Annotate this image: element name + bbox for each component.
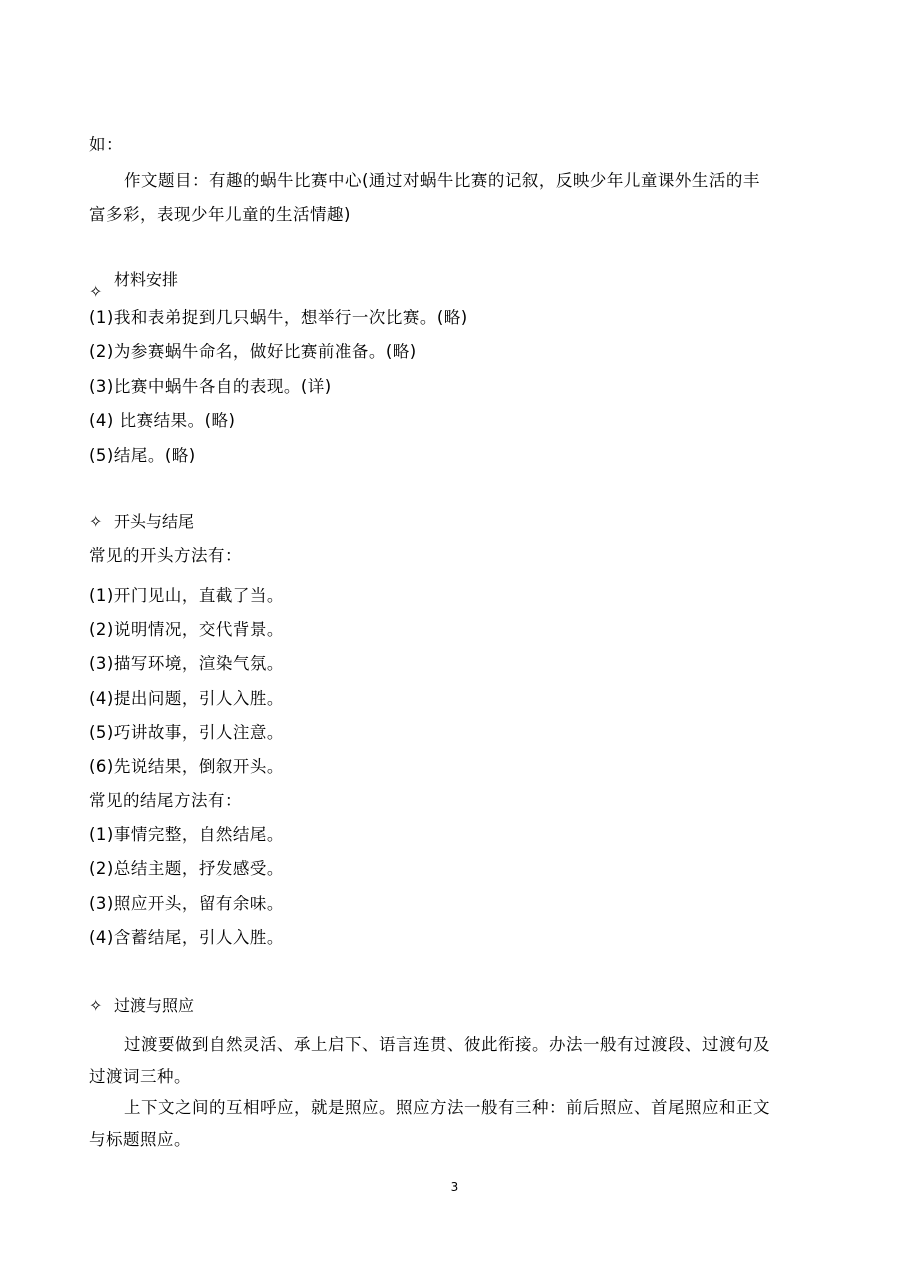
list-item: (2)为参赛蜗牛命名，做好比赛前准备。(略) (89, 342, 417, 361)
openings-heading (89, 512, 194, 532)
list-item: (1)我和表弟捉到几只蜗牛，想举行一次比赛。(略) (89, 308, 468, 327)
list-item: (4) 比赛结果。(略) (89, 411, 236, 430)
list-item: (5)巧讲故事，引人注意。 (89, 723, 284, 742)
star-icon: ✧ (89, 996, 103, 1015)
list-item: (3)描写环境，渲染气氛。 (89, 654, 284, 673)
openings-title: 开头与结尾 (114, 512, 195, 531)
list-item: (6)先说结果，倒叙开头。 (89, 757, 284, 776)
example-line-1: 作文题目：有趣的蜗牛比赛中心(通过对蜗牛比赛的记叙，反映少年儿童课外生活的丰 (124, 171, 760, 190)
example-line-2: 富多彩，表现少年儿童的生活情趣) (89, 205, 351, 224)
list-item: (3)照应开头，留有余味。 (89, 894, 284, 913)
list-item: (4)含蓄结尾，引人入胜。 (89, 928, 284, 947)
list-item: (1)开门见山，直截了当。 (89, 586, 284, 605)
transition-para-2-line-2: 与标题照应。 (89, 1130, 191, 1149)
ending-label: 常见的结尾方法有： (89, 791, 242, 810)
list-item: (2)总结主题，抒发感受。 (89, 859, 284, 878)
star-icon: ✧ (89, 282, 103, 301)
opening-label: 常见的开头方法有： (89, 546, 242, 565)
transition-para-1-line-1: 过渡要做到自然灵活、承上启下、语言连贯、彼此衔接。办法一般有过渡段、过渡句及 (124, 1035, 770, 1054)
transition-heading (89, 996, 194, 1016)
transition-para-1-line-2: 过渡词三种。 (89, 1067, 191, 1086)
page-number: 3 (450, 1180, 459, 1194)
transition-para-2-line-1: 上下文之间的互相呼应，就是照应。照应方法一般有三种：前后照应、首尾照应和正文 (124, 1098, 770, 1117)
list-item: (4)提出问题，引人入胜。 (89, 689, 284, 708)
list-item: (2)说明情况，交代背景。 (89, 620, 284, 639)
list-item: (3)比赛中蜗牛各自的表现。(详) (89, 377, 332, 396)
intro-text: 如： (89, 135, 123, 154)
star-icon: ✧ (89, 512, 103, 531)
list-item: (1)事情完整，自然结尾。 (89, 825, 284, 844)
transition-title: 过渡与照应 (114, 996, 195, 1015)
list-item: (5)结尾。(略) (89, 446, 196, 465)
materials-title: 材料安排 (114, 270, 179, 289)
materials-heading (89, 270, 179, 301)
